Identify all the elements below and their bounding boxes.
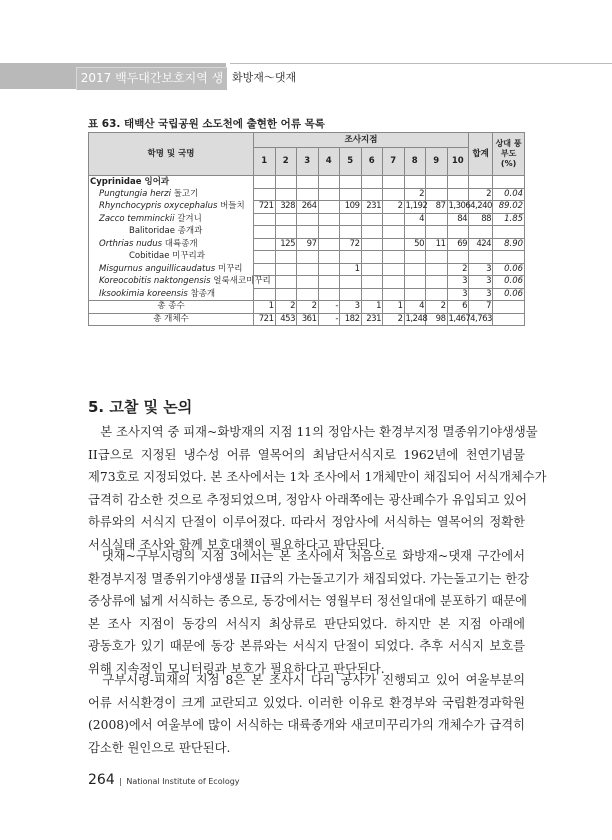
summary-label: 총 종수 bbox=[89, 301, 254, 314]
site-header: 2 bbox=[275, 148, 297, 176]
footer-org: National Institute of Ecology bbox=[126, 777, 240, 786]
site-value bbox=[275, 276, 297, 289]
site-value bbox=[361, 188, 383, 201]
site-value bbox=[297, 263, 319, 276]
relative-abundance: 8.90 bbox=[493, 238, 525, 251]
scientific-name: Koreocobitis naktongensis bbox=[99, 276, 211, 287]
site-value: 182 bbox=[340, 313, 362, 326]
family-label: Cobitidae 미꾸리과 bbox=[89, 251, 254, 264]
site-value bbox=[383, 263, 405, 276]
site-value bbox=[318, 213, 340, 226]
table-row bbox=[89, 276, 525, 289]
site-value bbox=[361, 238, 383, 251]
paragraph-line: 댓재~구부시령의 지점 3에서는 본 조사에서 처음으로 화방재~댓재 구간에서 bbox=[88, 549, 525, 563]
table-row bbox=[89, 301, 525, 314]
korean-name: 참종개 bbox=[190, 288, 216, 299]
site-value bbox=[361, 288, 383, 301]
site-value bbox=[275, 188, 297, 201]
site-value bbox=[318, 276, 340, 289]
site-header: 10 bbox=[447, 148, 469, 176]
site-value: 2 bbox=[383, 313, 405, 326]
table-caption: 표 63. 태백산 국립공원 소도천에 출현한 어류 목록 bbox=[88, 118, 325, 130]
family-label: Balitoridae 종개과 bbox=[89, 226, 254, 239]
site-value: 1 bbox=[254, 301, 276, 314]
relative-abundance: 0.06 bbox=[493, 263, 525, 276]
table-row bbox=[89, 213, 525, 226]
family-label: Cyprinidae 잉어과 bbox=[89, 176, 254, 189]
site-value bbox=[361, 263, 383, 276]
site-value: - bbox=[318, 313, 340, 326]
table-row bbox=[89, 263, 525, 276]
site-value: 3 bbox=[447, 288, 469, 301]
paragraph bbox=[88, 669, 525, 759]
site-header: 8 bbox=[404, 148, 426, 176]
site-value: 1 bbox=[340, 263, 362, 276]
table-row bbox=[89, 201, 525, 214]
table-row bbox=[89, 176, 525, 189]
site-value: 361 bbox=[297, 313, 319, 326]
total-value: 2 bbox=[469, 188, 493, 201]
site-value: 50 bbox=[404, 238, 426, 251]
fish-species-table bbox=[88, 132, 525, 326]
summary-label: 총 개체수 bbox=[89, 313, 254, 326]
site-value bbox=[383, 188, 405, 201]
site-value bbox=[275, 263, 297, 276]
total-value: 4,763 bbox=[470, 313, 492, 324]
site-value bbox=[275, 213, 297, 226]
site-value bbox=[297, 288, 319, 301]
korean-name: 버들치 bbox=[220, 201, 245, 212]
site-value: 2 bbox=[297, 301, 319, 314]
paragraph-line: 서식실태 조사와 함께 보호대책이 필요하다고 판단된다. bbox=[88, 537, 385, 552]
site-value bbox=[340, 276, 362, 289]
site-value: 2 bbox=[404, 188, 426, 201]
paragraph-line: 급격히 감소한 것으로 추정되었으며, 정암사 아래쪽에는 광산폐수가 유입되고 있어 bbox=[88, 492, 528, 507]
site-value bbox=[340, 188, 362, 201]
scientific-name: Misgurnus anguillicaudatus bbox=[99, 263, 216, 274]
site-header: 9 bbox=[426, 148, 448, 176]
site-value bbox=[340, 213, 362, 226]
site-value: 231 bbox=[361, 201, 383, 214]
scientific-name: Orthrias nudus bbox=[99, 238, 163, 249]
table-row bbox=[89, 313, 525, 326]
paragraph-line: 본 조사지역 중 피재~화방재의 지점 11의 정암사는 환경부지정 멸종위기야생생물 bbox=[88, 425, 538, 439]
site-value: 3 bbox=[340, 301, 362, 314]
paragraph-line: 제73호로 지정되었다. 본 조사에서는 1차 조사에서 1개체만이 채집되어 서식개체수가 bbox=[88, 470, 547, 485]
site-value bbox=[254, 213, 276, 226]
site-value bbox=[426, 276, 448, 289]
site-value bbox=[447, 188, 469, 201]
page-number: 264 bbox=[88, 772, 115, 788]
site-value: 2 bbox=[426, 301, 448, 314]
site-value: 1,306 bbox=[448, 201, 471, 212]
site-value bbox=[383, 213, 405, 226]
page-footer bbox=[88, 772, 240, 788]
paragraph bbox=[88, 421, 547, 557]
site-value bbox=[426, 263, 448, 276]
site-value: 4 bbox=[404, 213, 426, 226]
paragraph-line: 중상류에 넓게 서식하는 종으로, 동강에서는 영월부터 정선일대에 분포하기 때문에 bbox=[88, 594, 528, 609]
header-divider bbox=[230, 63, 612, 64]
site-value bbox=[318, 238, 340, 251]
site-value: 11 bbox=[426, 238, 448, 251]
scientific-name: Iksookimia koreensis bbox=[99, 288, 188, 299]
site-value: 2 bbox=[275, 301, 297, 314]
scientific-name: Rhynchocypris oxycephalus bbox=[99, 201, 218, 212]
site-value: 1,192 bbox=[405, 201, 428, 212]
paragraph-line: 환경부지정 멸종위기야생생물 II급의 가는돌고기가 채집되었다. 가는돌고기는 한강 bbox=[88, 571, 529, 586]
site-value: 1,467 bbox=[448, 313, 471, 324]
site-value bbox=[426, 213, 448, 226]
relative-abundance: 0.06 bbox=[493, 276, 525, 289]
site-value bbox=[297, 276, 319, 289]
site-value bbox=[254, 288, 276, 301]
paragraph-line: 위해 지속적인 모니터링과 보호가 필요하다고 판단된다. bbox=[88, 661, 385, 676]
total-value: 4,240 bbox=[470, 201, 492, 212]
site-value: 3 bbox=[447, 276, 469, 289]
relative-abundance: 0.06 bbox=[493, 288, 525, 301]
site-value: 4 bbox=[404, 301, 426, 314]
col-sites-header: 조사지점 bbox=[254, 133, 469, 148]
site-value bbox=[297, 188, 319, 201]
paragraph-line: 어류 서식환경이 크게 교란되고 있었다. 이러한 이유로 환경부와 국립환경과학원 bbox=[88, 695, 525, 710]
site-value bbox=[383, 238, 405, 251]
site-value: 264 bbox=[297, 201, 319, 214]
section-heading: 5. 고찰 및 논의 bbox=[88, 398, 193, 416]
paragraph-line: 광동호가 있기 때문에 동강 본류와는 서식지 단절이 되었다. 추후 서식지 보호를 bbox=[88, 639, 525, 654]
site-header: 6 bbox=[361, 148, 383, 176]
site-header: 7 bbox=[383, 148, 405, 176]
site-value bbox=[318, 201, 340, 214]
site-header: 1 bbox=[254, 148, 276, 176]
site-value: 1 bbox=[361, 301, 383, 314]
site-value: 721 bbox=[254, 201, 276, 214]
col-total-header: 합계 bbox=[469, 133, 493, 176]
scientific-name: Zacco temminckii bbox=[99, 213, 175, 224]
korean-name: 얼룩새코미꾸리 bbox=[213, 276, 271, 287]
site-header: 5 bbox=[340, 148, 362, 176]
col-rel-header: 상대 풍부도 (%) bbox=[493, 133, 525, 176]
site-value: 721 bbox=[254, 313, 276, 326]
site-value bbox=[383, 276, 405, 289]
korean-name: 대륙종개 bbox=[164, 238, 198, 249]
table-row bbox=[89, 238, 525, 251]
table-row bbox=[89, 226, 525, 239]
site-value bbox=[426, 288, 448, 301]
site-value bbox=[404, 288, 426, 301]
relative-abundance bbox=[493, 313, 525, 326]
paragraph-line: II급으로 지정된 냉수성 어류 열목어의 최남단서식지로 1962년에 천연기념물 bbox=[88, 447, 525, 462]
paragraph-line: 하류와의 서식지 단절이 이루어졌다. 따라서 정암사에 서식하는 열목어의 정확한 bbox=[88, 515, 525, 530]
site-value: 2 bbox=[383, 201, 405, 214]
site-value bbox=[254, 263, 276, 276]
korean-name: 미꾸리 bbox=[217, 263, 243, 274]
scientific-name: Pungtungia herzi bbox=[99, 188, 172, 199]
total-value: 424 bbox=[469, 238, 493, 251]
site-value bbox=[318, 188, 340, 201]
site-value bbox=[426, 188, 448, 201]
site-value: 1 bbox=[383, 301, 405, 314]
paragraph-line: 본 조사 지점이 동강의 서식지 최상류로 판단되었다. 하지만 본 지점 아래에 bbox=[88, 616, 525, 631]
site-value: 1,248 bbox=[405, 313, 428, 324]
site-value: 2 bbox=[447, 263, 469, 276]
site-value: 453 bbox=[275, 313, 297, 326]
site-value: 97 bbox=[297, 238, 319, 251]
site-value: 328 bbox=[275, 201, 297, 214]
site-value bbox=[254, 238, 276, 251]
site-value bbox=[361, 276, 383, 289]
site-header: 4 bbox=[318, 148, 340, 176]
footer-separator: | bbox=[119, 777, 122, 786]
paragraph-line: (2008)에서 여울부에 많이 서식하는 대륙종개와 새코미꾸리가의 개체수가 급격히 bbox=[88, 718, 525, 733]
site-value bbox=[404, 263, 426, 276]
total-value: 3 bbox=[469, 263, 493, 276]
site-value bbox=[318, 288, 340, 301]
site-value: 125 bbox=[275, 238, 297, 251]
site-header: 3 bbox=[297, 148, 319, 176]
table-row bbox=[89, 288, 525, 301]
site-value bbox=[275, 288, 297, 301]
relative-abundance bbox=[493, 301, 525, 314]
table-row bbox=[89, 251, 525, 264]
site-value bbox=[361, 213, 383, 226]
total-value: 3 bbox=[469, 288, 493, 301]
site-value bbox=[340, 288, 362, 301]
paragraph bbox=[88, 545, 529, 681]
site-value: 109 bbox=[340, 201, 362, 214]
paragraph-line: 감소한 원인으로 판단된다. bbox=[88, 740, 231, 755]
site-value: 231 bbox=[361, 313, 383, 326]
total-value: 7 bbox=[469, 301, 493, 314]
total-value: 3 bbox=[469, 276, 493, 289]
site-value: 84 bbox=[447, 213, 469, 226]
site-value bbox=[254, 188, 276, 201]
site-value bbox=[383, 288, 405, 301]
site-value bbox=[297, 213, 319, 226]
relative-abundance: 1.85 bbox=[493, 213, 525, 226]
site-value: 6 bbox=[447, 301, 469, 314]
site-value: 98 bbox=[426, 313, 448, 326]
site-value: 69 bbox=[447, 238, 469, 251]
relative-abundance: 89.02 bbox=[493, 201, 525, 214]
relative-abundance: 0.04 bbox=[493, 188, 525, 201]
section-title: 화방재～댓재 bbox=[232, 71, 297, 84]
report-title: 2017 백두대간보호지역 생태계 조사 bbox=[76, 67, 227, 90]
site-value bbox=[318, 263, 340, 276]
korean-name: 돌고기 bbox=[173, 188, 199, 199]
site-value: - bbox=[318, 301, 340, 314]
paragraph-line: 구부시령-피재의 지점 8은 본 조사시 다리 공사가 진행되고 있어 여울부분의 bbox=[88, 673, 525, 687]
col-name-header: 학명 및 국명 bbox=[89, 133, 254, 176]
korean-name: 갈겨니 bbox=[177, 213, 202, 224]
site-value: 72 bbox=[340, 238, 362, 251]
table-row bbox=[89, 188, 525, 201]
total-value: 88 bbox=[469, 213, 493, 226]
site-value bbox=[404, 276, 426, 289]
site-value: 87 bbox=[426, 201, 448, 214]
